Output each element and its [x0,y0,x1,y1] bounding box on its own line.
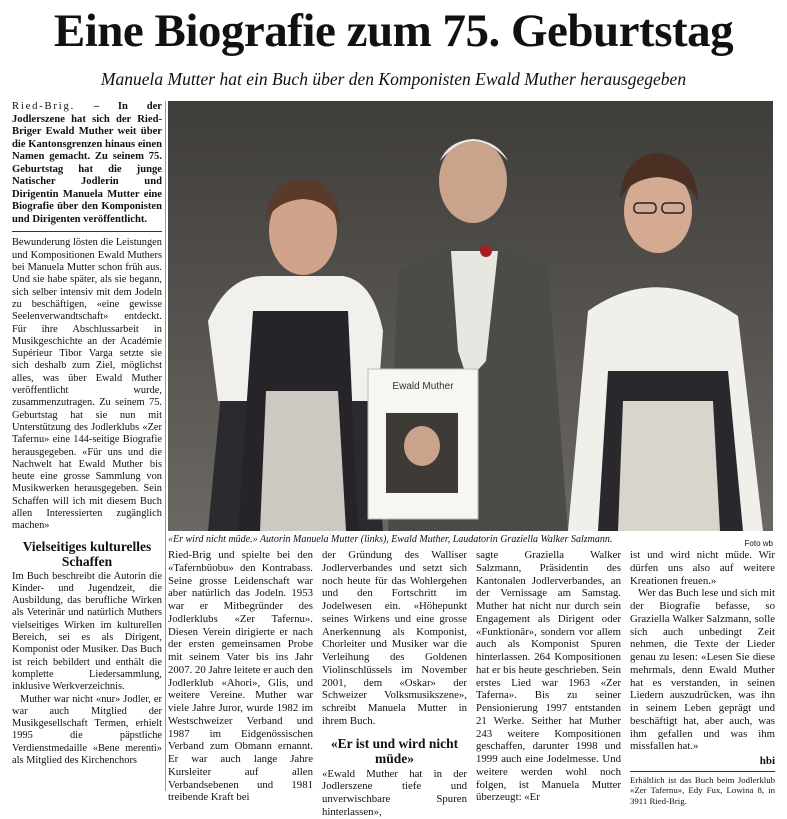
lead-paragraph [12,101,162,226]
column-3-text-2: «Ewald Muther hat in der Jodlerszene tiefe und unverwischbare Spuren hinterlassen», [322,767,467,818]
section-subhead-2: «Er ist und wird nicht müde» [330,735,459,766]
column-4-text: sagte Graziella Walker Salzmann, Präsidentin des Kantonalen Jodlerverbandes, an der Vernissage am Samstag. Muther hat nicht nur durch sein Engagement als Dirigent oder «Funktionär», sondern vor allem auch als Komponist Spuren hinterlassen. 264 Kompositionen hat er bis heute geschrieben. Sein erstes Lied war 1963 «Zer Taferna». Bis zu seiner Pensionierung 1997 entstanden 21 Werke. Seither hat Muther 243 weitere Kompositionen geschaffen, darunter 1998 und 1999 auch eine Jodelmesse. Und weitere werden wohl noch folgen, ist Manuela Mutter überzeugt: «Er [476,549,621,804]
footer-divider [630,771,775,772]
headline: Eine Biografie zum 75. Geburtstag [53,5,734,57]
body-paragraph-2: Im Buch beschreibt die Autorin die Kinder- und Jugendzeit, die Ausbildung, das berufliche Wirken als Veterinär und natürlich Muthers vielseitiges Wirken im kulturellen Bereich, sei es als Dirigent, Komponist oder Musiker. Das Buch ist reich bebildert und enthält die komplette Liedersammlung, inklusive Werkverzeichnis. [12,570,162,693]
subheadline: Manuela Mutter hat ein Buch über den Komponisten Ewald Muther herausgegeben [100,69,687,89]
column-2 [168,549,313,804]
column-4 [476,549,621,804]
body-paragraph-3: Muther war nicht «nur» Jodler, er war auch Mitglied der Musikgesellschaft Termen, erhielt 1995 die päpstliche Verdienstmedaille «Bene merenti» als Mitglied des Kirchenchors [12,693,162,767]
photo-credit: Foto wb [744,539,773,548]
article-photo [168,101,773,531]
author-signature: hbi [759,755,775,767]
lead-text: – In der Jodlerszene hat sich der Ried-Briger Ewald Muther weit über die Kantonsgrenzen hinaus einen Namen gemacht. Zu seinem 75. Geburtstag hat die junge Natischer Jodlerin und Dirigentin Manuela Mutter eine Biografie über den Komponisten und Dirigenten veröffentlicht. [12,101,162,225]
column-5-text: ist und wird nicht müde. Wir dürfen uns also auf weitere Kreationen freuen.» [630,549,775,587]
lead-divider [12,231,162,232]
photo-caption: «Er wird nicht müde.» Autorin Manuela Mutter (links), Ewald Muther, Laudatorin Graziella Walker Salzmann. [168,534,613,545]
column-2-text: Ried-Brig und spielte bei den «Tafernbüobu» den Kontrabass. Seine grosse Leidenschaft war aber natürlich das Jodeln. 1953 war er Mitbegründer des Jodlerklubs «Zer Tafernu». Diesen Verein dirigierte er nach der ersten gemeinsamen Probe mit seinem Vater bis ins Jahr 2007. 20 Jahre leitete er auch den Jodlerklub «Ahori», Glis, und weitere Vereine. Muther war viele Jahre Juror, wurde 1982 im Westschweizer Verband und 1987 im Eidgenössischen Verband zum Obmann ernannt. Er war auch lange Jahre Kursleiter auf allen Verbandsebenen und 1981 treibende Kraft bei [168,549,313,804]
book-title: Ewald Muther [392,381,454,392]
footer-note: Erhältlich ist das Buch beim Jodlerklub «Zer Tafernu», Edy Fux, Lowina 8, in 3911 Ried-Brig. [630,774,775,806]
column-5 [630,549,775,806]
photo-illustration [168,101,773,531]
column-3 [322,549,467,819]
dateline: Ried-Brig. [12,101,76,112]
section-subhead-1: Vielseitiges kulturelles Schaffen [22,538,152,569]
column-5-text-2: Wer das Buch lese und sich mit der Biografie befasse, so Graziella Walker Salzmann, solle sich auch unbedingt Zeit nehmen, die Texte der Lieder genau zu lesen: «Lesen Sie diese mehrmals, denn Ewald Muther hat es verstanden, in seinen Liedern auszudrücken, was ihn in seinem Leben geprägt und beschäftigt hat, aber auch, was ihm gefallen und was ihm missfallen hat.» [630,587,775,753]
column-1 [12,101,162,791]
column-3-text: der Gründung des Walliser Jodlerverbandes und setzt sich noch heute für das Wohlergehen und den Fortschritt im Jodelwesen ein. «Höhepunkt seines Wirkens und eine grosse Anerkennung als Komponist, Chorleiter und Musiker war die Verleihung des Goldenen Violinschlüssels im November 2001, dem «Oskar» der Schweizer Volksmusikszene», schreibt Manuela Mutter in ihrem Buch. [322,549,467,727]
column-divider [165,101,166,791]
body-paragraph-1: Bewunderung lösten die Leistungen und Kompositionen Ewald Muthers bei Manuela Mutter schon früh aus. Und sie habe später, als sie begann, sich selber intensiv mit dem Jodeln zu beschäftigen, «eine gewisse Seelenverwandtschaft» entdeckt. Für ihre Abschlussarbeit in Musikgeschichte an der Académie Supérieur Tibor Varga setzte sie sich deshalb zum Ziel, möglichst alles, was über Ewald Muther veröffentlicht wurde, zusammenzutragen. Zu seinem 75. Geburtstag hat sie nun mit Unterstützung des Jodlerklubs «Zer Tafernu» eine 144-seitige Biografie herausgegeben. «Für uns und die Nachwelt hat Ewald Muther bis heute eine grosse Sammlung von Musikwerken herausgegeben. Sein Schaffen will ich mit diesem Buch allen Interessierten zugänglich machen» [12,237,162,532]
